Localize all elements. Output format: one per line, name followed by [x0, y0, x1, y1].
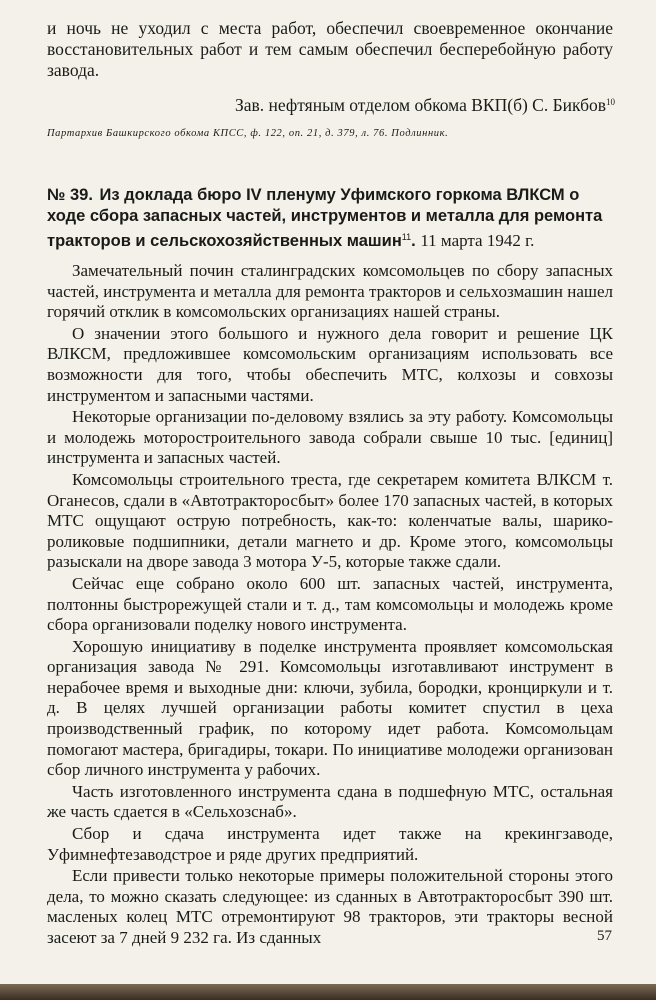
body-paragraph: Хорошую инициативу в поделке инструмента проявляет комсомольская организация завода № 291. Комсомольцы изготавливают инструмент в нерабочее время и выходные дни: ключи, зубила, бородки, кронциркули и т. д. В целях лучшей организации работы комитет спустил в цеха производственный график, по которому идет работа. Комсомольцам помогают мастера, бригадиры, токари. По инициативе молодежи организован сбор личного инструмента у рабочих. [47, 636, 613, 780]
body-paragraph: Если привести только некоторые примеры положительной стороны этого дела, то можно сказать следующее: из сданных в Автотракторосбыт 390 шт. масленых колец МТС отремонтируют 98 тракторов, эти тракторы весной засеют за 7 дней 9 232 га. Из сданных [47, 866, 613, 947]
archive-source: Партархив Башкирского обкома КПСС, ф. 122, оп. 21, д. 379, л. 76. Подлинник. [47, 128, 449, 139]
previous-document-text [47, 18, 613, 81]
document-title: Из доклада бюро IV пленуму Уфимского горкома ВЛКСМ о ходе сбора запасных частей, инструментов и металла для ремонта тракторов и сельскохозяйственных машин [47, 186, 603, 250]
document-number: № 39. [47, 186, 93, 204]
body-paragraph: Некоторые организации по-деловому взялись за эту работу. Комсомольцы и молодежь моторостроительного завода собрали свыше 10 тыс. [единиц] инструмента и запасных частей. [47, 407, 613, 468]
body-paragraph: Комсомольцы строительного треста, где секретарем комитета ВЛКСМ т. Оганесов, сдали в «Автотракторосбыт» более 170 запасных частей, в которых МТС ощущают острую потребность, как-то: коленчатые валы, шарико-роликовые подшипники, детали магнето и др. Кроме этого, комсомольцы разыскали на дворе завода 3 мотора У-5, которые также сдали. [47, 469, 613, 572]
signature-footnote-marker: 10 [606, 97, 615, 107]
signature-text: Зав. нефтяным отделом обкома ВКП(б) С. Бикбов [235, 95, 606, 115]
body-paragraph: Сейчас еще собрано около 600 шт. запасных частей, инструмента, полтонны быстрорежущей стали и т. д., там комсомольцы и молодежь кроме сбора организовали поделку нового инструмента. [47, 573, 613, 635]
body-paragraph: О значении этого большого и нужного дела говорит и решение ЦК ВЛКСМ, предложившее комсомольским организациям использовать все возможности для того, чтобы обеспечить МТС, колхозы и совхозы инструментом и запасными частями. [47, 323, 613, 405]
document-date: 11 марта 1942 г. [420, 231, 535, 250]
body-paragraph: Сбор и сдача инструмента идет также на крекингзаводе, Уфимнефтезаводстрое и ряде других предприятий. [47, 824, 613, 864]
title-footnote-marker: 11 [401, 232, 412, 242]
previous-text-paragraph: и ночь не уходил с места работ, обеспечил своевременное окончание восстановительных работ и тем самым обеспечил бесперебойную работу завода. [47, 18, 613, 80]
body-paragraph: Часть изготовленного инструмента сдана в подшефную МТС, остальная же часть сдается в «Сельхозснаб». [47, 781, 613, 822]
signature-line [160, 92, 615, 116]
document-heading: № 39. Из доклада бюро IV пленуму Уфимского горкома ВЛКСМ о ходе сбора запасных частей, инструментов и металла для ремонта тракторов и сельскохозяйственных машин$^{11}$. 11 марта 1942 г. [47, 186, 603, 250]
body-paragraph: Замечательный почин сталинградских комсомольцев по сбору запасных частей, инструмента и металла для ремонта тракторов и сельхозмашин нашел горячий отклик в комсомольских организациях нашей страны. [47, 261, 613, 322]
page-number: 57 [597, 928, 612, 944]
document-body [47, 261, 613, 950]
